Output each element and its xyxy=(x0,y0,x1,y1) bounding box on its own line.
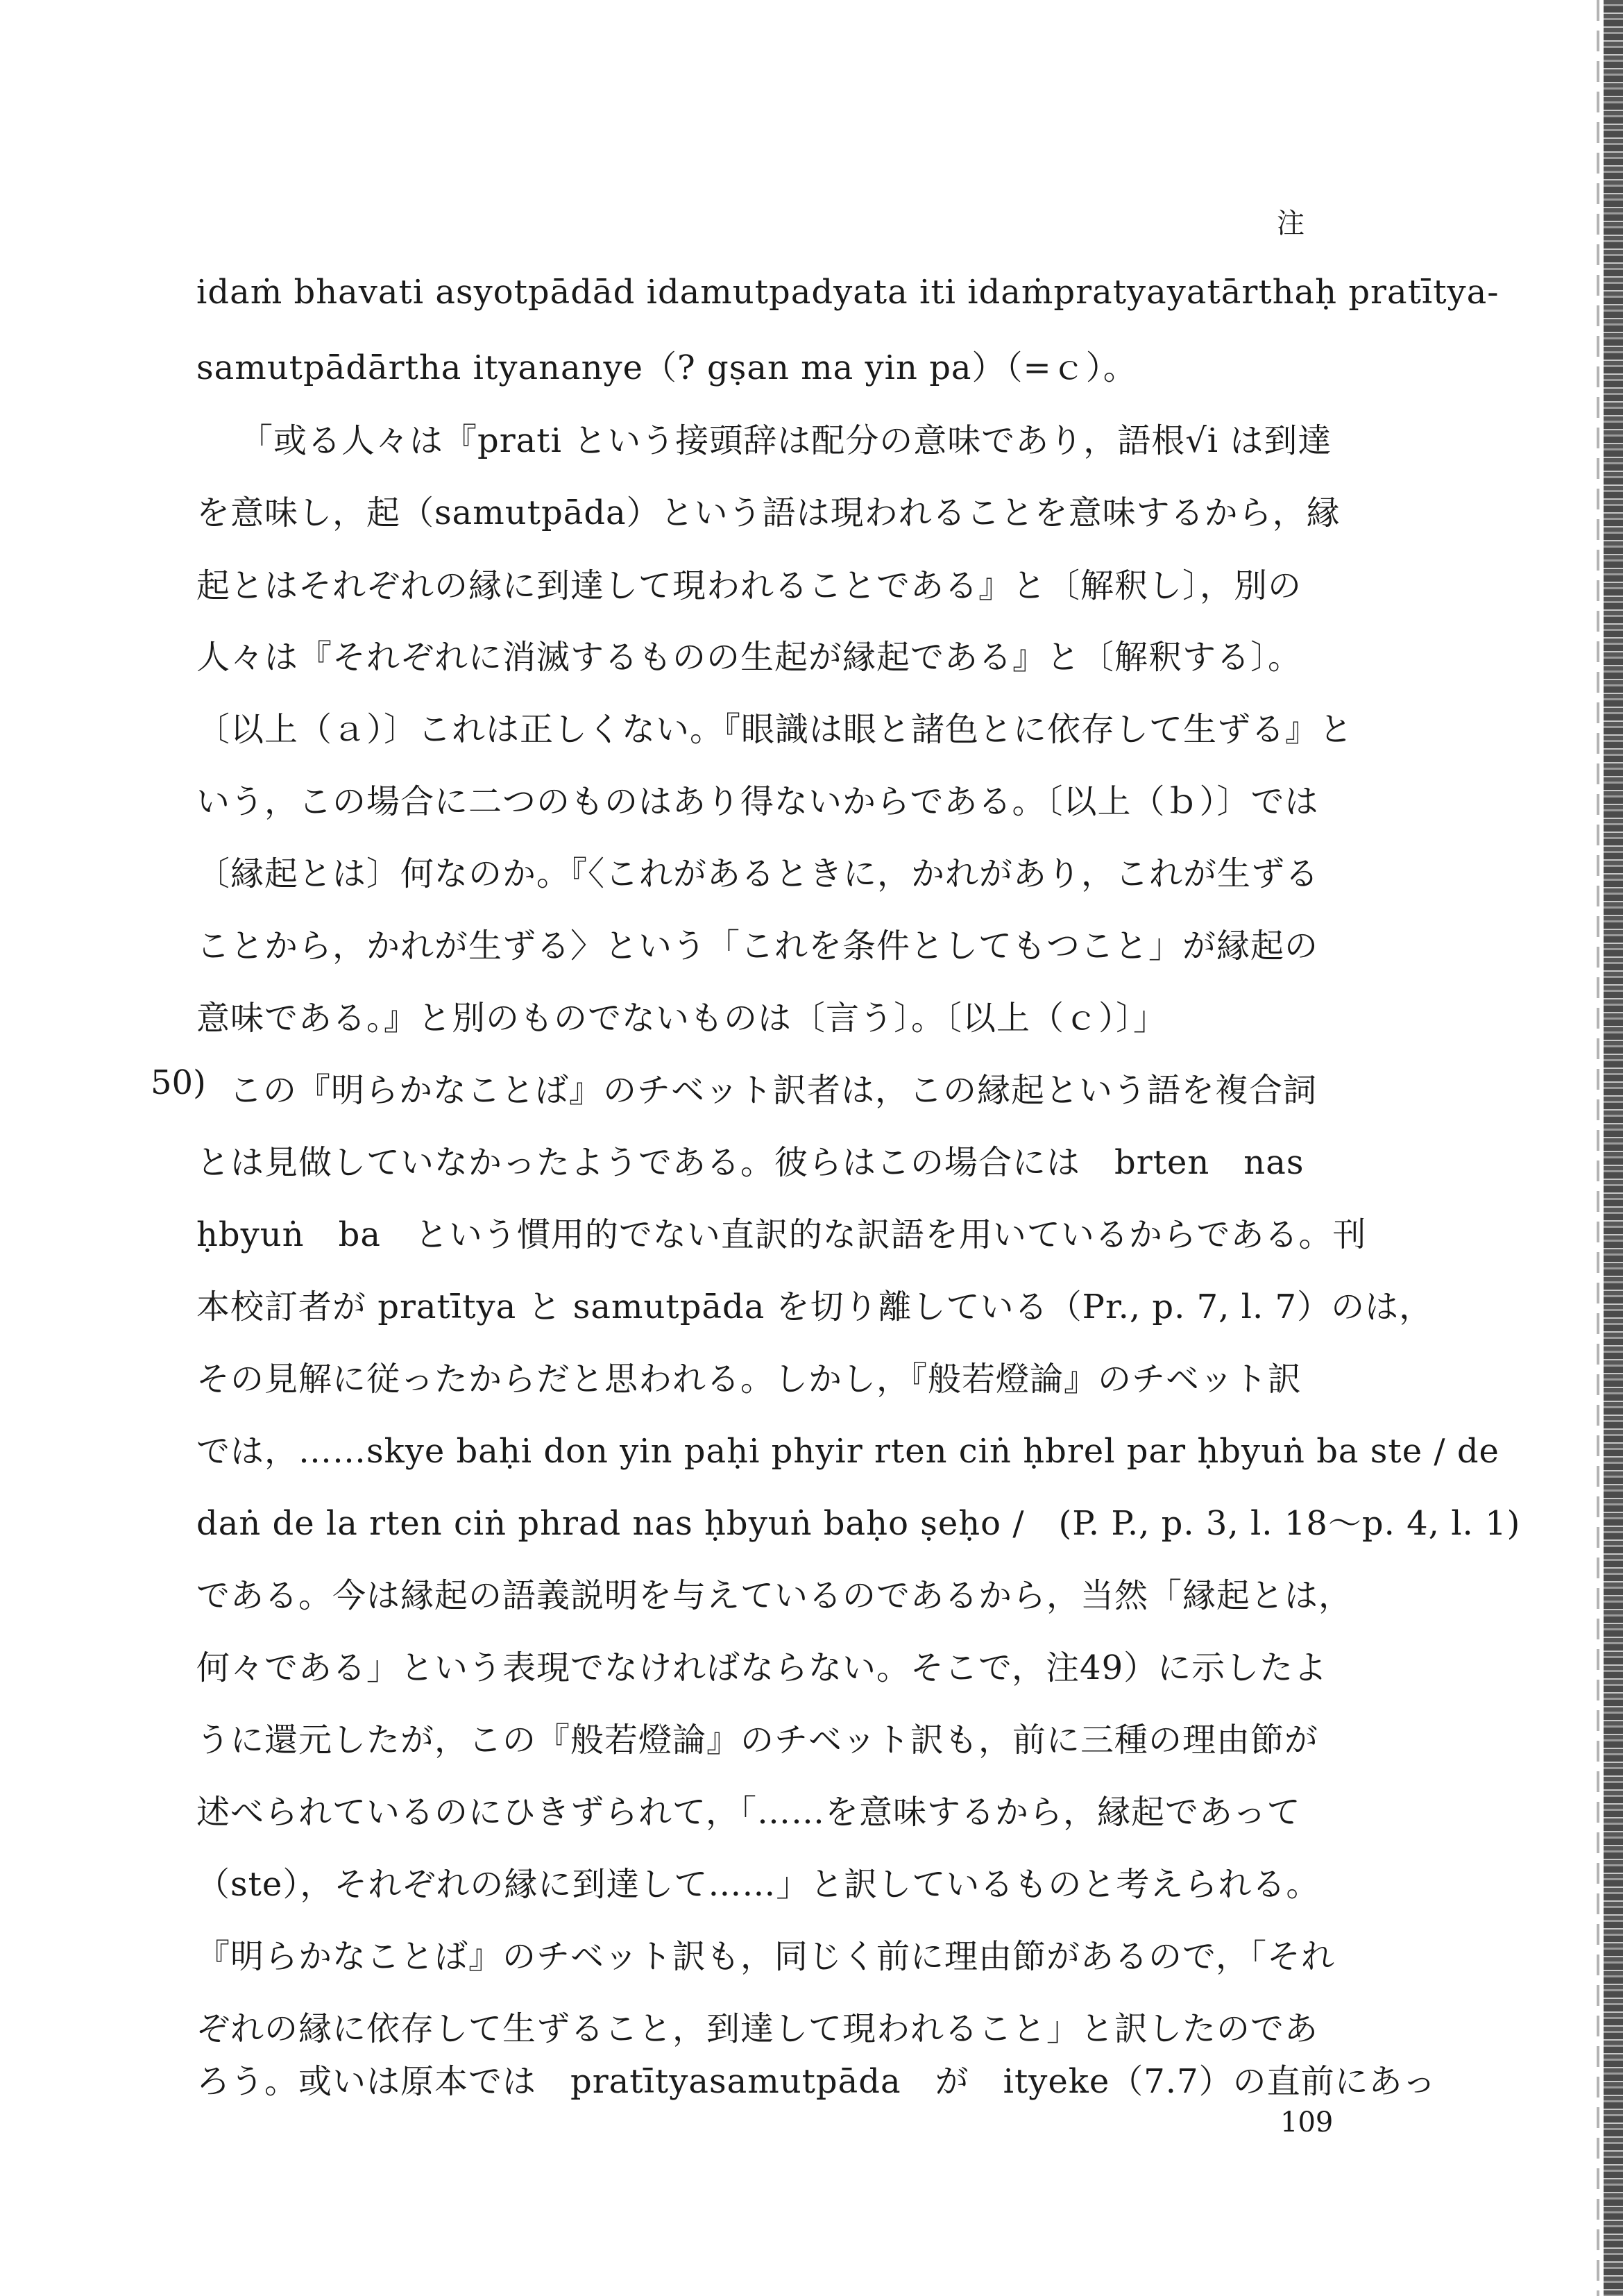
note-line: ろう。或いは原本では pratītyasamutpāda が ityeke（7.7）の直前にあっ xyxy=(196,2062,1437,2101)
page-number: 109 xyxy=(1280,2107,1334,2138)
note-line: 『明らかなことば』のチベット訳も，同じく前に理由節があるので，「それ xyxy=(196,1937,1336,1976)
note-line: その見解に従ったからだと思われる。しかし，『般若燈論』のチベット訳 xyxy=(196,1360,1302,1399)
text-line: 〔以上（ａ）〕これは正しくない。『眼識は眼と諸色とに依存して生ずる』と xyxy=(196,710,1354,749)
running-head: 注 xyxy=(1277,208,1306,239)
text-line: を意味し，起（samutpāda）という語は現われることを意味するから，縁 xyxy=(196,493,1341,532)
note-line: ぞれの縁に依存して生ずること，到達して現われること」と訳したのであ xyxy=(196,2009,1319,2048)
note-line: とは見做していなかったようである。彼らはこの場合には brten nas xyxy=(196,1143,1305,1182)
text-line: 人々は『それぞれに消滅するものの生起が縁起である』と〔解釈する〕。 xyxy=(196,638,1302,677)
note-line: 述べられているのにひきずられて，「……を意味するから，縁起であって xyxy=(196,1793,1301,1832)
text-line: 「或る人々は『prati という接頭辞は配分の意味であり，語根√i は到達 xyxy=(239,421,1332,460)
note-line: 本校訂者が pratītya と samutpāda を切り離している（Pr., p. 7, l. 7）のは， xyxy=(196,1288,1434,1326)
binding-edge-shadow xyxy=(1597,0,1599,2296)
note-line: 何々である」という表現でなければならない。そこで，注49）に示したよ xyxy=(196,1648,1328,1687)
text-line: 意味である。』と別のものでないものは〔言う〕。〔以上（ｃ）〕」 xyxy=(196,999,1168,1038)
note-number: 50) xyxy=(151,1063,206,1102)
note-line: （ste），それぞれの縁に到達して……」と訳しているものと考えられる。 xyxy=(196,1865,1320,1904)
text-line: samutpādārtha ityananye（? gṣan ma yin pa）（=ｃ）。 xyxy=(196,348,1137,387)
text-line: ことから，かれが生ずる〉という「これを条件としてもつこと」が縁起の xyxy=(196,927,1319,965)
text-line: 起とはそれぞれの縁に到達して現われることである』と〔解釈し〕，別の xyxy=(196,566,1302,605)
text-line: 〔縁起とは〕何なのか。『〈これがあるときに，かれがあり，これが生ずる xyxy=(196,854,1320,893)
note-line: では，……skye baḥi don yin paḥi phyir rten ciṅ ḥbrel par ḥbyuṅ ba ste / de xyxy=(196,1432,1499,1471)
binding-edge xyxy=(1604,0,1623,2296)
note-line: この『明らかなことば』のチベット訳者は，この縁起という語を複合詞 xyxy=(229,1071,1318,1110)
text-line: idaṁ bhavati asyotpādād idamutpadyata iti idaṁpratyayatārthaḥ pratītya- xyxy=(196,273,1499,312)
text-line: いう，この場合に二つのものはあり得ないからである。〔以上（ｂ）〕では xyxy=(196,782,1319,821)
note-line: である。今は縁起の語義説明を与えているのであるから，当然「縁起とは， xyxy=(196,1576,1353,1615)
note-line: うに還元したが，この『般若燈論』のチベット訳も，前に三種の理由節が xyxy=(196,1721,1319,1759)
note-line: ḥbyuṅ ba という慣用的でない直訳的な訳語を用いているからである。刊 xyxy=(196,1215,1367,1254)
note-line: daṅ de la rten ciṅ phrad nas ḥbyuṅ baḥo ṣeḥo / (P. P., p. 3, l. 18～p. 4, l. 1) xyxy=(196,1504,1521,1543)
